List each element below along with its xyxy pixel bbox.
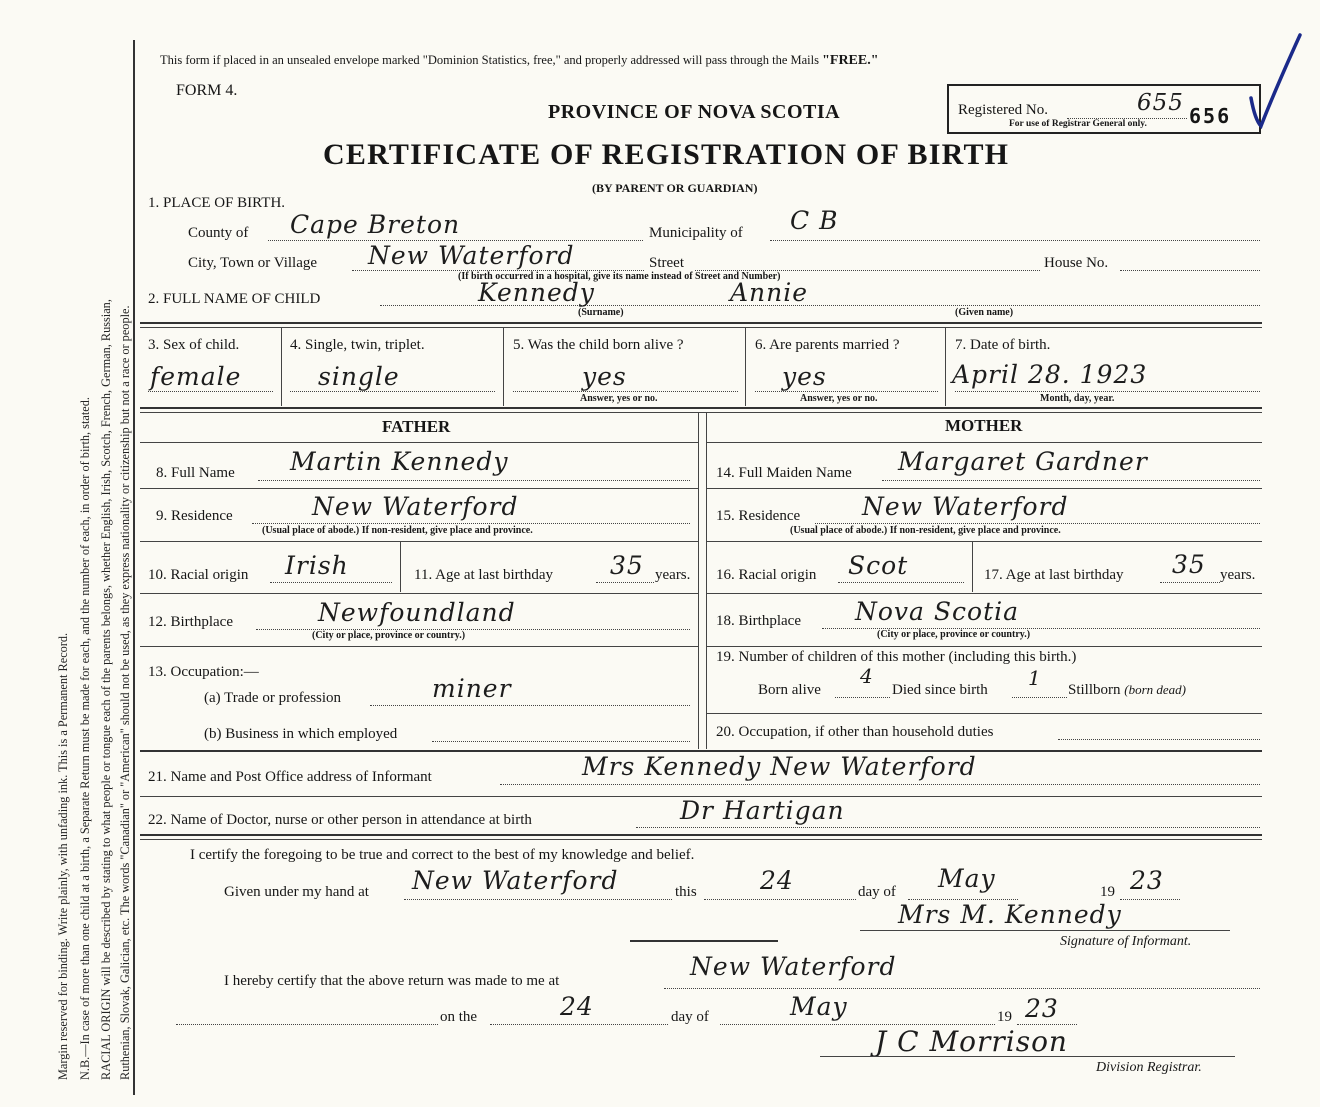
died-since-birth-value: 1	[1028, 666, 1042, 690]
mother-heading: MOTHER	[945, 416, 1023, 435]
certify-statement: I certify the foregoing to be true and correct to the best of my knowledge and belief.	[190, 847, 695, 863]
on-the-label: on the	[440, 1009, 478, 1025]
father-trade-value: miner	[432, 674, 512, 703]
informant-value: Mrs Kennedy New Waterford	[582, 752, 977, 781]
registrar-year-prefix: 19	[997, 1009, 1012, 1025]
given-place-value: New Waterford	[412, 866, 619, 895]
father-name-label: 8. Full Name	[156, 465, 235, 481]
father-name-value: Martin Kennedy	[290, 447, 509, 476]
parents-married-answer: yes	[782, 362, 827, 391]
child-given-value: Annie	[730, 278, 809, 307]
father-residence-label: 9. Residence	[156, 508, 233, 524]
child-surname-value: Kennedy	[478, 278, 595, 307]
date-format-note: Month, day, year.	[1040, 393, 1115, 404]
stillborn-label	[1068, 682, 1186, 699]
municipality-value: C B	[790, 206, 839, 235]
registered-note: For use of Registrar General only.	[1009, 119, 1147, 129]
registered-number-box	[947, 84, 1261, 134]
father-years-label: years.	[655, 567, 691, 583]
father-age-label: 11. Age at last birthday	[414, 567, 553, 583]
parents-married-question: 6. Are parents married ?	[755, 337, 900, 353]
mother-name-value: Margaret Gardner	[898, 447, 1148, 476]
page-title: CERTIFICATE OF REGISTRATION OF BIRTH	[323, 138, 1010, 171]
street-label: Street	[649, 255, 684, 271]
mail-free: "FREE."	[822, 53, 879, 68]
registered-number-stamp: 656	[1189, 104, 1232, 128]
city-label: City, Town or Village	[188, 255, 318, 271]
born-alive-question: 5. Was the child born alive ?	[513, 337, 684, 353]
mother-place-note: (City or place, province or country.)	[877, 629, 1031, 640]
stillborn-text: Stillborn	[1068, 682, 1121, 698]
doctor-label: 22. Name of Doctor, nurse or other person in attendance at birth	[148, 812, 532, 828]
house-number-label: House No.	[1044, 255, 1109, 271]
father-birthplace-value: Newfoundland	[318, 598, 516, 627]
child-name-label: 2. FULL NAME OF CHILD	[148, 291, 321, 307]
father-residence-value: New Waterford	[312, 492, 519, 521]
father-abode-note: (Usual place of abode.) If non-resident, give place and province.	[262, 525, 533, 536]
died-since-birth-label: Died since birth	[892, 682, 988, 698]
informant-signature: Mrs M. Kennedy	[898, 900, 1122, 929]
date-of-birth-label: 7. Date of birth.	[955, 337, 1051, 353]
sex-label: 3. Sex of child.	[148, 337, 240, 353]
county-label: County of	[188, 225, 249, 241]
mother-age-label: 17. Age at last birthday	[984, 567, 1124, 583]
province-heading: PROVINCE OF NOVA SCOTIA	[548, 101, 841, 123]
father-trade-label: (a) Trade or profession	[204, 690, 342, 706]
registrar-day-value: 24	[560, 992, 594, 1021]
city-value: New Waterford	[368, 241, 575, 270]
mother-abode-note: (Usual place of abode.) If non-resident, give place and province.	[790, 525, 1061, 536]
division-registrar-label: Division Registrar.	[1096, 1060, 1202, 1075]
father-business-label: (b) Business in which employed	[204, 726, 398, 742]
year-prefix: 19	[1100, 884, 1115, 900]
mother-racial-value: Scot	[848, 551, 909, 580]
doctor-value: Dr Hartigan	[680, 796, 845, 825]
father-place-note: (City or place, province or country.)	[312, 630, 466, 641]
born-alive-answer: yes	[582, 362, 627, 391]
answer-note: Answer, yes or no.	[580, 393, 658, 404]
stillborn-note: (born dead)	[1124, 682, 1187, 697]
mother-residence-value: New Waterford	[862, 492, 1069, 521]
given-month-value: May	[938, 864, 996, 893]
registrar-signature: J C Morrison	[875, 1025, 1068, 1058]
father-racial-label: 10. Racial origin	[148, 567, 249, 583]
margin-rule	[133, 40, 135, 1095]
given-name-note: (Given name)	[955, 307, 1014, 318]
mother-years-label: years.	[1220, 567, 1256, 583]
registrar-month-value: May	[790, 992, 848, 1021]
form-number: FORM 4.	[176, 82, 238, 99]
sex-value: female	[150, 362, 242, 391]
county-value: Cape Breton	[290, 210, 461, 239]
page-subtitle: (BY PARENT OR GUARDIAN)	[592, 181, 758, 195]
born-alive-value: 4	[860, 664, 874, 688]
registered-number-handwritten: 655	[1137, 90, 1184, 116]
born-alive-label: Born alive	[758, 682, 821, 698]
single-value: single	[318, 362, 400, 391]
mother-birthplace-value: Nova Scotia	[855, 597, 1020, 626]
mother-occupation-label: 20. Occupation, if other than household duties	[716, 724, 994, 740]
margin-note-1: Margin reserved for binding. Write plainly, with unfading ink. This is a Permanent Record.	[56, 632, 70, 1080]
margin-note-3: RACIAL ORIGIN will be described by stating to what people or tongue each of the parents belongs, whether English, Irish, Scotch, French, German, Russian,	[99, 299, 113, 1080]
surname-note: (Surname)	[578, 307, 624, 318]
father-heading: FATHER	[382, 417, 451, 436]
given-year-value: 23	[1130, 866, 1164, 895]
registrar-year-value: 23	[1025, 994, 1059, 1023]
municipality-label: Municipality of	[649, 225, 743, 241]
father-age-value: 35	[610, 551, 644, 580]
mother-name-label: 14. Full Maiden Name	[716, 465, 852, 481]
mother-racial-label: 16. Racial origin	[716, 567, 817, 583]
mother-age-value: 35	[1172, 550, 1206, 579]
mother-children-label: 19. Number of children of this mother (including this birth.)	[716, 649, 1077, 665]
this-label: this	[675, 884, 697, 900]
answer-note-2: Answer, yes or no.	[800, 393, 878, 404]
registrar-day-of-label: day of	[671, 1009, 709, 1025]
margin-note-2: N.B.—In case of more than one child at a birth, a Separate Return must be made for each, and the number of each, in order of birth, stated.	[78, 397, 92, 1080]
hospital-note: (If birth occurred in a hospital, give its name instead of Street and Number)	[458, 271, 781, 282]
informant-signature-label: Signature of Informant.	[1060, 934, 1192, 949]
given-under-hand-label: Given under my hand at	[224, 884, 369, 900]
registered-label: Registered No.	[958, 102, 1048, 118]
mother-residence-label: 15. Residence	[716, 508, 801, 524]
day-of-label: day of	[858, 884, 896, 900]
registrar-certify-label: I hereby certify that the above return was made to me at	[224, 973, 560, 989]
registrar-place-value: New Waterford	[690, 952, 897, 981]
place-of-birth-heading: 1. PLACE OF BIRTH.	[148, 195, 286, 211]
mother-birthplace-label: 18. Birthplace	[716, 613, 801, 629]
binding-margin	[0, 0, 136, 1107]
informant-label: 21. Name and Post Office address of Informant	[148, 769, 432, 785]
mail-notice-text: This form if placed in an unsealed envelope marked "Dominion Statistics, free," and properly addressed will pass through the Mails	[160, 53, 819, 67]
father-occupation-label: 13. Occupation:—	[148, 664, 259, 680]
father-birthplace-label: 12. Birthplace	[148, 614, 233, 630]
check-mark-icon	[1245, 30, 1305, 135]
father-racial-value: Irish	[285, 551, 349, 580]
margin-note-4: Ruthenian, Slovak, Galician, etc. The words "Canadian" or "American" should not be used, as they express nationality or citizenship but not a race or people.	[118, 305, 132, 1080]
given-day-value: 24	[760, 866, 794, 895]
date-of-birth-value: April 28. 1923	[952, 360, 1148, 389]
single-label: 4. Single, twin, triplet.	[290, 337, 425, 353]
mail-notice	[160, 53, 879, 69]
